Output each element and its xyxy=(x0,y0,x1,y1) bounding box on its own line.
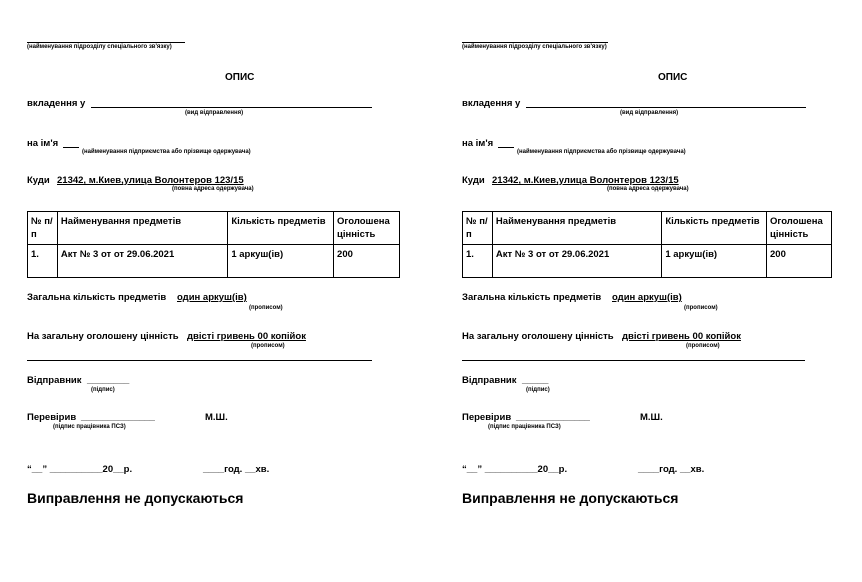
unit-name-caption: (найменування підрозділу спеціального зв'язку) xyxy=(27,44,172,50)
declared-value-label: На загальну оголошену цінність xyxy=(462,331,614,342)
enclosure-caption: (вид відправлення) xyxy=(620,110,679,116)
table-header-row xyxy=(28,212,400,245)
declared-value-value: двісті гривень 00 копійок xyxy=(187,331,306,342)
separator-line xyxy=(27,360,372,361)
total-caption: (прописом) xyxy=(249,305,283,311)
date-line[interactable]: “__” __________20__р. xyxy=(462,464,568,475)
form-title: ОПИС xyxy=(658,72,688,83)
header-value: Оголошена цінність xyxy=(334,212,400,245)
address-caption: (повна адреса одержувача) xyxy=(607,186,689,192)
address-value: 21342, м.Киев,улица Волонтеров 123/15 xyxy=(492,175,679,186)
cell-value: 200 xyxy=(767,245,832,278)
items-table xyxy=(462,211,832,278)
enclosure-field[interactable] xyxy=(91,107,372,108)
header-name: Найменування предметів xyxy=(57,212,227,245)
header-number: № п/п xyxy=(28,212,58,245)
table-row xyxy=(463,245,832,278)
recipient-name-caption: (найменування підприємства або прізвище одержувача) xyxy=(517,149,686,155)
form-title: ОПИС xyxy=(225,72,255,83)
unit-name-caption: (найменування підрозділу спеціального зв'язку) xyxy=(462,44,607,50)
cell-number: 1. xyxy=(28,245,58,278)
address-value: 21342, м.Киев,улица Волонтеров 123/15 xyxy=(57,175,244,186)
recipient-name-caption: (найменування підприємства або прізвище одержувача) xyxy=(82,149,251,155)
address-label: Куди xyxy=(462,175,485,186)
checked-label: Перевірив xyxy=(462,412,512,423)
header-number: № п/п xyxy=(463,212,493,245)
unit-name-line xyxy=(27,42,185,43)
total-caption: (прописом) xyxy=(684,305,718,311)
table-header-row xyxy=(463,212,832,245)
checked-signature-field[interactable]: ______________ xyxy=(81,412,155,423)
sender-caption: (підпис) xyxy=(91,387,115,393)
header-quantity: Кількість предметів xyxy=(662,212,767,245)
sender-signature-field[interactable]: ________ xyxy=(87,375,130,386)
cell-quantity: 1 аркуш(ів) xyxy=(228,245,334,278)
declared-value-value: двісті гривень 00 копійок xyxy=(622,331,741,342)
total-value: один аркуш(ів) xyxy=(612,292,682,303)
cell-quantity: 1 аркуш(ів) xyxy=(662,245,767,278)
recipient-name-label: на ім'я xyxy=(27,138,59,149)
cell-name: Акт № 3 от от 29.06.2021 xyxy=(492,245,661,278)
stamp-label: М.Ш. xyxy=(205,412,228,423)
time-line[interactable]: ____год. __хв. xyxy=(638,464,705,475)
declared-value-caption: (прописом) xyxy=(251,343,285,349)
checked-caption: (підпис працівника ПСЗ) xyxy=(488,424,561,430)
table-row xyxy=(28,245,400,278)
checked-caption: (підпис працівника ПСЗ) xyxy=(53,424,126,430)
items-table xyxy=(27,211,400,278)
sender-label: Відправник xyxy=(462,375,517,386)
declared-value-label: На загальну оголошену цінність xyxy=(27,331,179,342)
time-line[interactable]: ____год. __хв. xyxy=(203,464,270,475)
total-label: Загальна кількість предметів xyxy=(462,292,602,303)
header-name: Найменування предметів xyxy=(492,212,661,245)
cell-name: Акт № 3 от от 29.06.2021 xyxy=(57,245,227,278)
sender-caption: (підпис) xyxy=(526,387,550,393)
total-value: один аркуш(ів) xyxy=(177,292,247,303)
cell-number: 1. xyxy=(463,245,493,278)
separator-line xyxy=(462,360,805,361)
enclosure-field[interactable] xyxy=(526,107,806,108)
unit-name-line xyxy=(462,42,608,43)
recipient-name-label: на ім'я xyxy=(462,138,494,149)
date-line[interactable]: “__” __________20__р. xyxy=(27,464,133,475)
inventory-form-right xyxy=(462,0,862,582)
cell-value: 200 xyxy=(334,245,400,278)
total-label: Загальна кількість предметів xyxy=(27,292,167,303)
recipient-name-field[interactable] xyxy=(63,147,79,148)
sender-label: Відправник xyxy=(27,375,82,386)
declared-value-caption: (прописом) xyxy=(686,343,720,349)
checked-label: Перевірив xyxy=(27,412,77,423)
no-corrections-note: Виправлення не допускаються xyxy=(462,490,679,506)
enclosure-label: вкладення у xyxy=(462,98,521,109)
sender-signature-field[interactable]: _____ xyxy=(522,375,549,386)
inventory-form-left xyxy=(27,0,427,582)
header-value: Оголошена цінність xyxy=(767,212,832,245)
checked-signature-field[interactable]: ______________ xyxy=(516,412,590,423)
enclosure-caption: (вид відправлення) xyxy=(185,110,244,116)
recipient-name-field[interactable] xyxy=(498,147,514,148)
no-corrections-note: Виправлення не допускаються xyxy=(27,490,244,506)
header-quantity: Кількість предметів xyxy=(228,212,334,245)
address-caption: (повна адреса одержувача) xyxy=(172,186,254,192)
address-label: Куди xyxy=(27,175,50,186)
stamp-label: М.Ш. xyxy=(640,412,663,423)
enclosure-label: вкладення у xyxy=(27,98,86,109)
